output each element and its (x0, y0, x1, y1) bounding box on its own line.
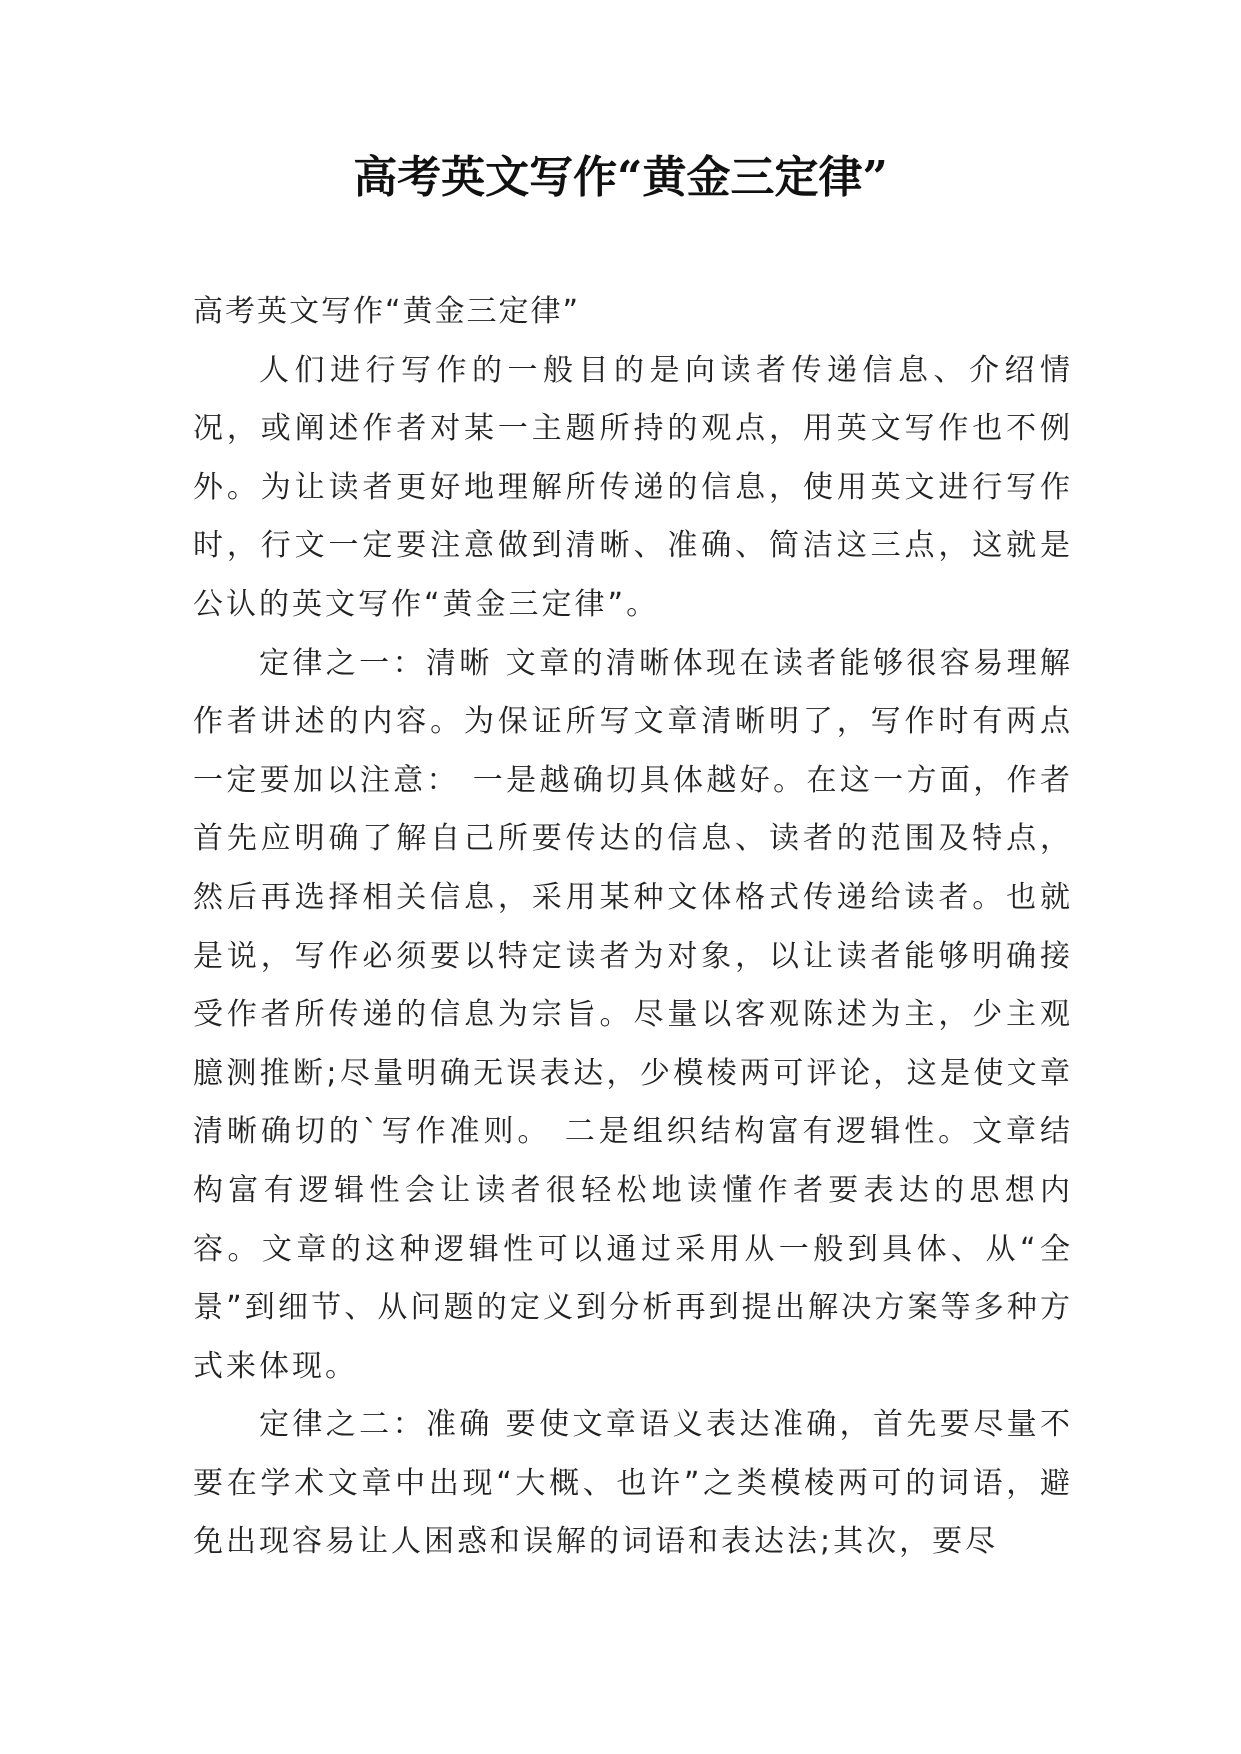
document-subtitle: 高考英文写作“黄金三定律” (193, 294, 581, 329)
paragraph-law-two-accuracy: 定律之二：准确 要使文章语义表达准确，首先要尽量不要在学术文章中出现“大概、也许”之类模棱两可的词语，避免出现容易让人困惑和误解的词语和表达法;其次，要尽 (193, 1407, 1073, 1560)
document-title: 高考英文写作“黄金三定律” (353, 152, 888, 203)
paragraph-law-one-clarity: 定律之一：清晰 文章的清晰体现在读者能够很容易理解作者讲述的内容。为保证所写文章清晰明了，写作时有两点一定要加以注意： 一是越确切具体越好。在这一方面，作者首先应明确了解自己所要传达的信息、读者的范围及特点，然后再选择相关信息，采用某种文体格式传递给读者。也就是说，写作必须要以特定读者为对象，以让读者能够明确接受作者所传递的信息为宗旨。尽量以客观陈述为主，少主观臆测推断;尽量明确无误表达，少模棱两可评论，这是使文章清晰确切的`写作准则。 二是组织结构富有逻辑性。文章结构富有逻辑性会让读者很轻松地读懂作者要表达的思想内容。文章的这种逻辑性可以通过采用从一般到具体、从“全景”到细节、从问题的定义到分析再到提出解决方案等多种方式来体现。 (193, 645, 1073, 1384)
paragraph-intro: 人们进行写作的一般目的是向读者传递信息、介绍情况，或阐述作者对某一主题所持的观点，用英文写作也不例外。为让读者更好地理解所传递的信息，使用英文进行写作时，行文一定要注意做到清晰、准确、简洁这三点，这就是公认的英文写作“黄金三定律”。 (193, 352, 1073, 622)
document-body (193, 283, 1073, 1572)
